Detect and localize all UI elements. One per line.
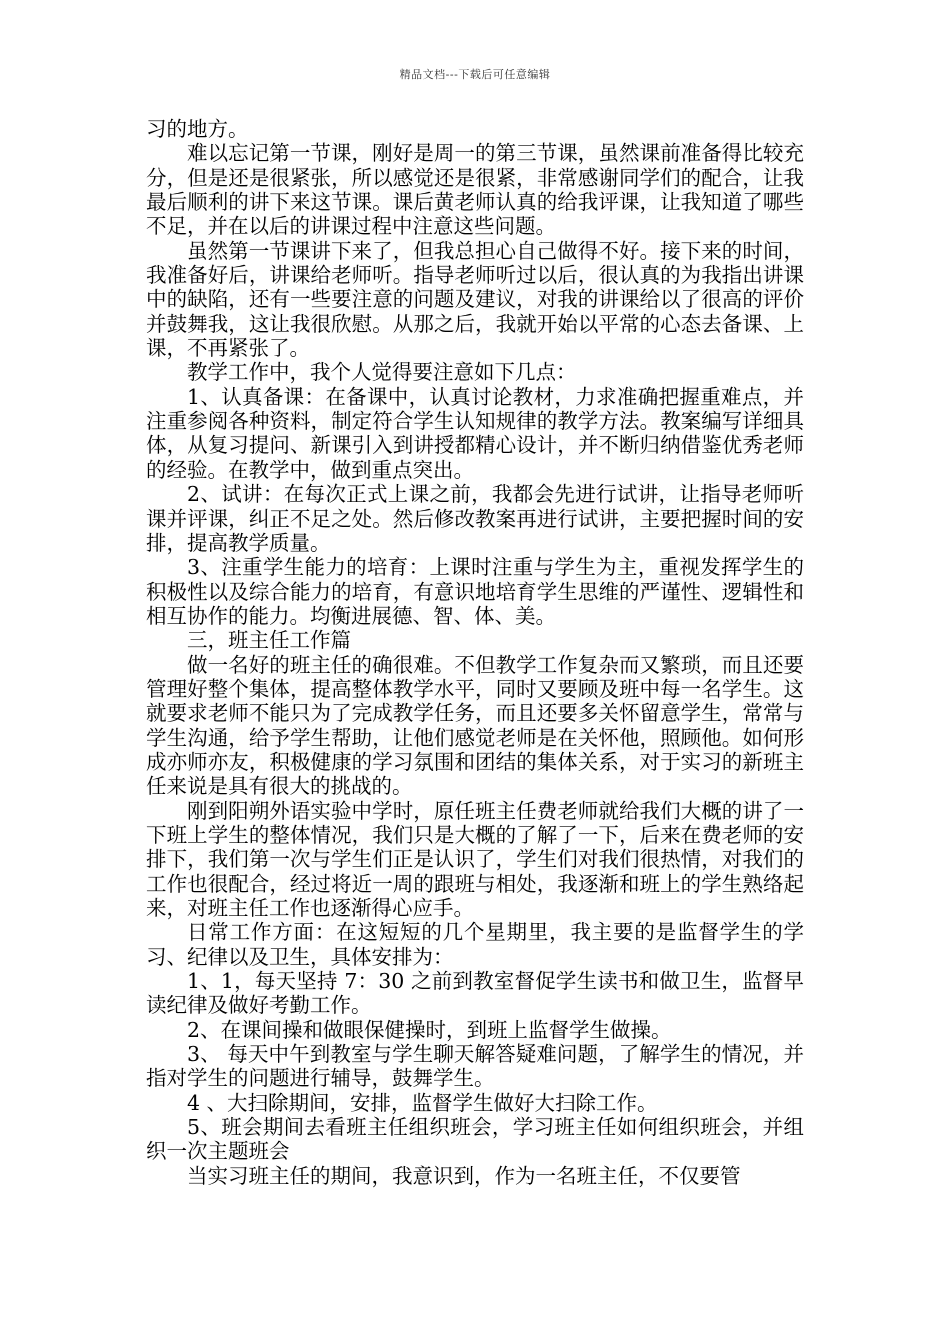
list-item: 5、班会期间去看班主任组织班会，学习班主任如何组织班会，并组织一次主题班会 [146, 1115, 804, 1164]
list-item: 3、 每天中午到教室与学生聊天解答疑难问题，了解学生的情况，并指对学生的问题进行辅导，鼓舞学生。 [146, 1042, 804, 1091]
paragraph: 虽然第一节课讲下来了，但我总担心自己做得不好。接下来的时间，我准备好后，讲课给老师听。指导老师听过以后，很认真的为我指出讲课中的缺陷，还有一些要注意的问题及建议，对我的讲课给以了很高的评价并鼓舞我，这让我很欣慰。从那之后，我就开始以平常的心态去备课、上课，不再紧张了。 [146, 238, 804, 361]
list-item: 4 、大扫除期间，安排，监督学生做好大扫除工作。 [187, 1090, 658, 1115]
paragraph: 习的地方。 [146, 117, 249, 141]
paragraph: 刚到阳朔外语实验中学时，原任班主任费老师就给我们大概的讲了一下班上学生的整体情况，我们只是大概的了解了一下，后来在费老师的安排下，我们第一次与学生们正是认识了，学生们对我们很热情，对我们的工作也很配合，经过将近一周的跟班与相处，我逐渐和班上的学生熟络起来，对班主任工作也逐渐得心应手。 [146, 798, 804, 920]
paragraph: 当实习班主任的期间，我意识到，作为一名班主任，不仅要管 [187, 1163, 741, 1188]
list-item: 1、1，每天坚持 7：30 之前到教室督促学生读书和做卫生，监督早读纪律及做好考勤工作。 [146, 969, 804, 1018]
paragraph: 2、试讲：在每次正式上课之前，我都会先进行试讲，让指导老师听课并评课，纠正不足之处。然后修改教案再进行试讲，主要把握时间的安排，提高教学质量。 [146, 482, 804, 555]
page-header: 精品文档---下载后可任意编辑 [399, 68, 551, 81]
paragraph: 教学工作中，我个人觉得要注意如下几点： [187, 360, 577, 385]
paragraph: 日常工作方面：在这短短的几个星期里，我主要的是监督学生的学习、纪律以及卫生，具体安排为： [146, 920, 804, 969]
paragraph: 做一名好的班主任的确很难。不但教学工作复杂而又繁琐，而且还要管理好整个集体，提高整体教学水平，同时又要顾及班中每一名学生。这就要求老师不能只为了完成教学任务，而且还要多关怀留意学生，常常与学生沟通，给予学生帮助，让他们感觉老师是在关怀他，照顾他。如何形成亦师亦友，积极健康的学习氛围和团结的集体关系，对于实习的新班主任来说是具有很大的挑战的。 [146, 652, 804, 799]
list-item: 2、在课间操和做眼保健操时，到班上监督学生做操。 [187, 1017, 672, 1042]
section-heading: 三，班主任工作篇 [187, 628, 351, 653]
document-body [146, 117, 804, 1188]
paragraph: 3、注重学生能力的培育：上课时注重与学生为主，重视发挥学生的积极性以及综合能力的培育，有意识地培育学生思维的严谨性、逻辑性和相互协作的能力。均衡进展德、智、体、美。 [146, 555, 804, 628]
paragraph: 难以忘记第一节课，刚好是周一的第三节课，虽然课前准备得比较充分，但是还是很紧张，所以感觉还是很紧，非常感谢同学们的配合，让我最后顺利的讲下来这节课。课后黄老师认真的给我评课，让我知道了哪些不足，并在以后的讲课过程中注意这些问题。 [146, 141, 804, 239]
paragraph: 1、认真备课：在备课中，认真讨论教材，力求准确把握重难点，并注重参阅各种资料，制定符合学生认知规律的教学方法。教案编写详细具体，从复习提问、新课引入到讲授都精心设计，并不断归纳借鉴优秀老师的经验。在教学中，做到重点突出。 [146, 384, 804, 482]
